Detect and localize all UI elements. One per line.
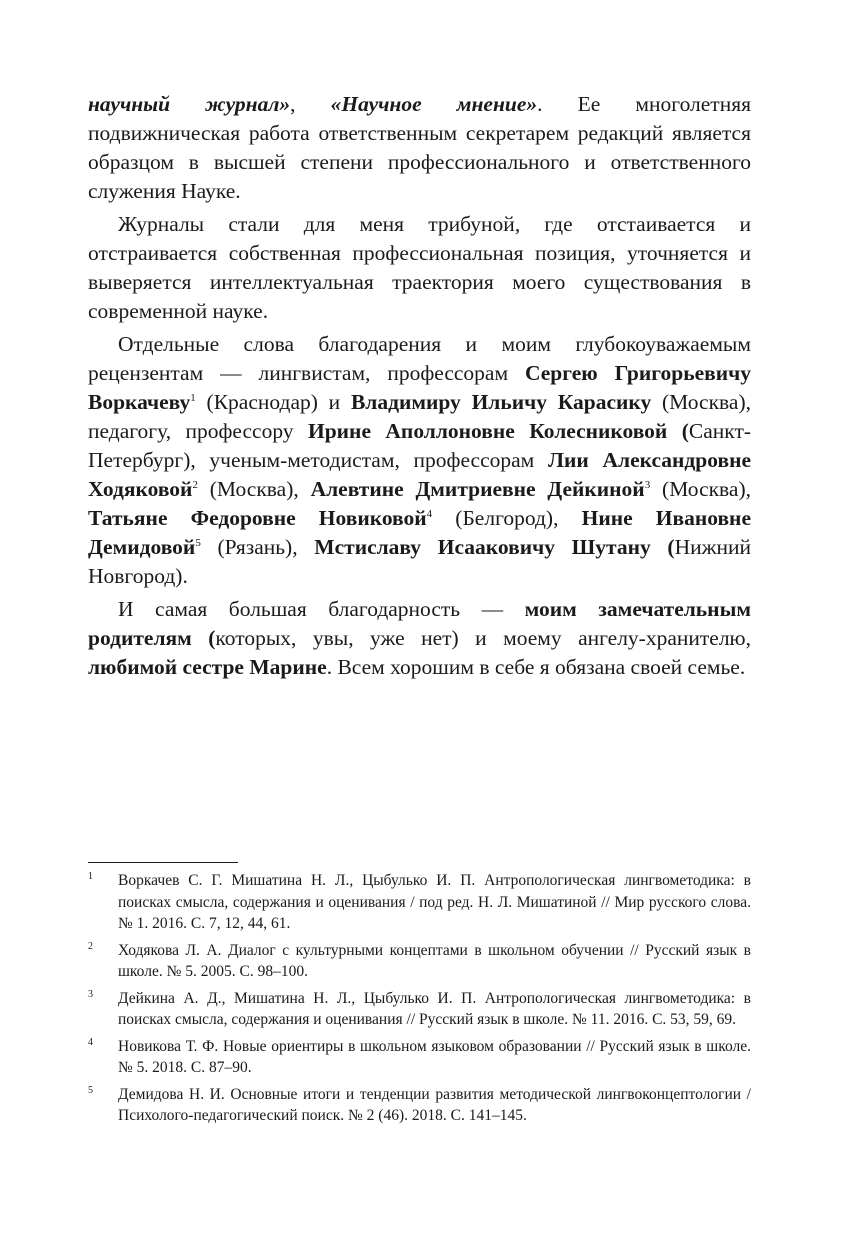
footnote-text: Дейкина А. Д., Мишатина Н. Л., Цыбулько И. П. Антропологическая лингвометодика: в поисках смысла, содержания и оценивания // Русский язык в школе. № 11. 2016. С. 53, 59, 69. (118, 989, 751, 1028)
text-run: И самая большая благодарность — (118, 597, 525, 621)
text-run: Отдельные слова благодарения и моим глубокоуважаемым рецензентам — лингвистам, профессорам (88, 332, 751, 385)
footnote-1 (88, 870, 751, 935)
footnotes (88, 870, 751, 1132)
footnote-number: 3 (88, 988, 93, 1000)
footnote-ref: 2 (192, 478, 198, 491)
name-highlight: Мстиславу Исааковичу Шутану ( (314, 535, 675, 559)
text-run: (Москва), (197, 477, 311, 501)
name-highlight: Нине Ивановне Демидовой (88, 506, 751, 559)
text-run: (Москва), педагогу, профессору (88, 390, 751, 443)
name-highlight: Ирине Аполлоновне Колесниковой ( (307, 419, 689, 443)
footnote-ref: 4 (426, 507, 433, 520)
text-run: Нижний Новгород). (88, 535, 752, 588)
footnote-text: Демидова Н. И. Основные итоги и тенденции развития методической лингвоконцептологии / Психолого-педагогический поиск. № 2 (46). 2018. С. 141–145. (118, 1085, 751, 1124)
footnote-ref: 1 (190, 391, 196, 404)
text-run: (Москва), (650, 477, 751, 501)
paragraph-2 (88, 210, 751, 326)
footnote-number: 1 (88, 871, 93, 882)
footnote-divider (88, 862, 238, 863)
name-highlight: Алевтине Дмитриевне Дейкиной (310, 477, 645, 501)
footnote-2 (88, 940, 751, 983)
footnote-text: Ходякова Л. А. Диалог с культурными концептами в школьном обучении // Русский язык в школе. № 5. 2005. С. 98–100. (118, 941, 751, 980)
footnote-4 (88, 1036, 751, 1079)
journal-title: «Научное мнение» (330, 92, 538, 116)
text-run: (Рязань), (200, 535, 315, 559)
text-run: , (290, 92, 331, 116)
footnote-ref: 3 (644, 478, 651, 491)
main-text (88, 90, 751, 686)
name-highlight: Владимиру Ильичу Карасику (350, 390, 652, 414)
footnote-text: Воркачев С. Г. Мишатина Н. Л., Цыбулько И. П. Антропологическая лингвометодика: в поисках смысла, содержания и оценивания / под ред. Н. Л. Мишатиной // Мир русского слова. № 1. 2016. С. 7, 12, 44, 61. (118, 872, 751, 932)
text-run: . Ее многолетняя подвижническая работа ответственным секретарем редакций является образцом в высшей степени профессионального и ответственного служения Науке. (88, 92, 751, 203)
text-run: (Краснодар) и (195, 390, 351, 414)
name-highlight: Сергею Григорьевичу Воркачеву (88, 361, 751, 414)
journal-title: научный журнал» (88, 92, 291, 116)
paragraph-4 (88, 595, 751, 682)
footnote-number: 2 (88, 940, 93, 952)
text-run: (Белгород), (432, 506, 582, 530)
text-run: Журналы стали для меня трибуной, где отстаивается и отстраивается собственная профессиональная позиция, уточняется и выверяется интеллектуальная траектория моего существования в современной науке. (88, 212, 751, 323)
text-run: которых, увы, уже нет) и моему ангелу-хранителю, (215, 626, 751, 650)
footnote-text: Новикова Т. Ф. Новые ориентиры в школьном языковом образовании // Русский язык в школе. № 5. 2018. С. 87–90. (118, 1037, 751, 1076)
text-run: Санкт-Петербург), ученым-методистам, профессорам (88, 419, 751, 472)
footnote-number: 5 (88, 1084, 93, 1096)
footnote-3 (88, 988, 751, 1031)
paragraph-3 (88, 330, 751, 591)
name-highlight: моим замечательным родителям ( (88, 597, 751, 650)
footnote-ref: 5 (195, 536, 201, 549)
name-highlight: Лии Александровне Ходяковой (88, 448, 751, 501)
text-run: . Всем хорошим в себе я обязана своей семье. (326, 655, 746, 679)
footnote-number: 4 (88, 1036, 93, 1048)
name-highlight: Татьяне Федоровне Новиковой (88, 506, 427, 530)
name-highlight: любимой сестре Марине (88, 655, 327, 679)
footnote-5 (88, 1084, 751, 1127)
paragraph-1 (88, 90, 751, 206)
